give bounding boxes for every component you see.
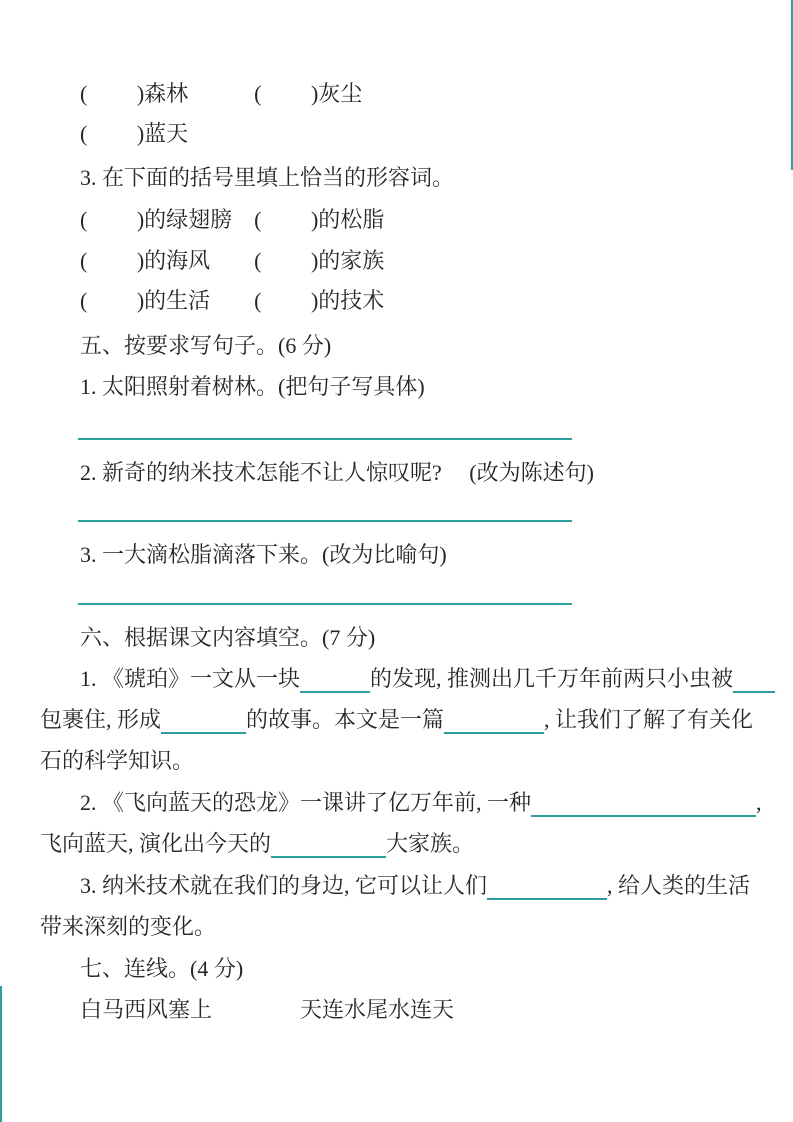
question-6-1-line-1: [80, 665, 775, 693]
text-segment: ( )的海风 ( )的家族: [80, 248, 385, 273]
text-segment: 2. 新奇的纳米技术怎能不让人惊叹呢? (改为陈述句): [80, 460, 594, 485]
fill-in-blank: [271, 832, 386, 858]
adjective-row-1: [80, 206, 384, 234]
text-segment: 的发现, 推测出几千万年前两只小虫被: [370, 666, 734, 691]
question-6-2-line-2: [40, 830, 474, 858]
text-segment: 石的科学知识。: [40, 748, 195, 773]
question-6-1-line-2: [40, 706, 753, 734]
text-segment: , 让我们了解了有关化: [544, 707, 754, 732]
blank-word-bluesky: [80, 120, 188, 148]
question-6-1-line-3: [40, 747, 194, 775]
fill-in-blank: [300, 667, 370, 693]
text-segment: 3. 在下面的括号里填上恰当的形容词。: [80, 165, 455, 190]
fill-in-blank: [531, 791, 756, 817]
text-segment: ( )蓝天: [80, 121, 189, 146]
adjective-row-3: [80, 287, 384, 315]
text-segment: 3. 纳米技术就在我们的身边, 它可以让人们: [80, 873, 488, 898]
section-5-header: [80, 332, 331, 360]
text-segment: 的故事。本文是一篇: [246, 707, 445, 732]
fill-in-blank: [487, 874, 607, 900]
text-segment: 2. 《飞向蓝天的恐龙》一课讲了亿万年前, 一种: [80, 790, 532, 815]
answer-line-1: [78, 438, 572, 440]
section-6-header: [80, 624, 375, 652]
question-5-1: [80, 373, 425, 401]
question-5-2: [80, 459, 594, 487]
text-segment: 五、按要求写句子。(6 分): [80, 333, 332, 358]
fill-in-blank: [444, 708, 544, 734]
text-segment: ( )的绿翅膀 ( )的松脂: [80, 207, 385, 232]
adjective-row-2: [80, 247, 384, 275]
text-segment: 六、根据课文内容填空。(7 分): [80, 625, 376, 650]
sub-question-adjectives: [80, 164, 454, 192]
left-bottom-edge-mark: [0, 986, 2, 1122]
fill-in-blank: [733, 667, 775, 693]
question-5-3: [80, 541, 447, 569]
text-segment: 白马西风塞上 天连水尾水连天: [80, 997, 455, 1022]
text-segment: , 给人类的生活: [607, 873, 751, 898]
text-segment: 带来深刻的变化。: [40, 914, 217, 939]
section-7-header: [80, 955, 243, 983]
question-6-2-line-1: [80, 789, 762, 817]
blank-word-forest-dust: [80, 80, 362, 108]
text-segment: 大家族。: [386, 831, 475, 856]
text-segment: 七、连线。(4 分): [80, 956, 244, 981]
text-segment: 1. 太阳照射着树林。(把句子写具体): [80, 374, 425, 399]
text-segment: 1. 《琥珀》一文从一块: [80, 666, 301, 691]
text-segment: 3. 一大滴松脂滴落下来。(改为比喻句): [80, 542, 447, 567]
question-6-3-line-1: [80, 872, 750, 900]
text-segment: ( )森林 ( )灰尘: [80, 81, 363, 106]
fill-in-blank: [161, 708, 246, 734]
answer-line-3: [78, 603, 572, 605]
text-segment: ,: [756, 790, 762, 815]
text-segment: 飞向蓝天, 演化出今天的: [40, 831, 272, 856]
answer-line-2: [78, 520, 572, 522]
question-6-3-line-2: [40, 913, 216, 941]
matching-row-1: [80, 996, 454, 1024]
text-segment: 包裹住, 形成: [40, 707, 162, 732]
text-segment: ( )的生活 ( )的技术: [80, 288, 385, 313]
